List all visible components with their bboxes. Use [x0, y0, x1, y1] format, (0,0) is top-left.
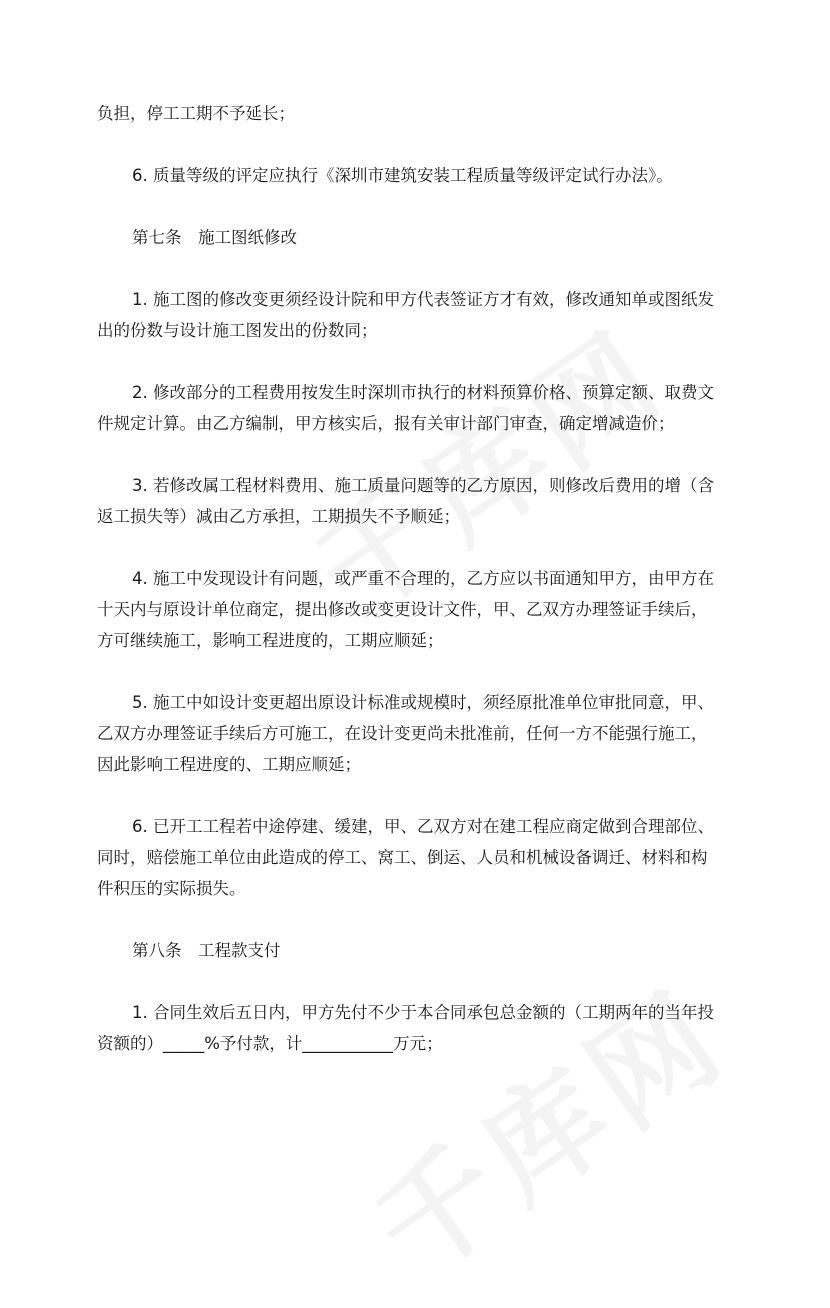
paragraph-line: 资额的）_____%予付款，计___________万元； — [97, 1034, 443, 1053]
paragraph — [97, 470, 737, 532]
paragraph-line: 同时，赔偿施工单位由此造成的停工、窝工、倒运、人员和机械设备调迁、材料和构 — [97, 848, 708, 867]
paragraph — [97, 563, 737, 656]
paragraph-line: 6. 质量等级的评定应执行《深圳市建筑安装工程质量等级评定试行办法》。 — [132, 166, 673, 185]
document-body — [97, 98, 737, 1090]
paragraph-line: 4. 施工中发现设计有问题，或严重不合理的，乙方应以书面通知甲方，由甲方在 — [132, 569, 714, 588]
paragraph — [97, 377, 737, 439]
article-heading — [97, 935, 737, 966]
paragraph — [97, 997, 737, 1059]
paragraph-line: 乙双方办理签证手续后方可施工，在设计变更尚未批准前，任何一方不能强行施工， — [97, 724, 708, 743]
paragraph — [97, 98, 737, 129]
paragraph-line: 十天内与原设计单位商定，提出修改或变更设计文件，甲、乙双方办理签证手续后， — [97, 600, 708, 619]
paragraph-line: 6. 已开工工程若中途停建、缓建，甲、乙双方对在建工程应商定做到合理部位、 — [132, 817, 714, 836]
paragraph-line: 因此影响工程进度的、工期应顺延； — [97, 755, 361, 774]
paragraph-line: 件规定计算。由乙方编制，甲方核实后，报有关审计部门审查，确定增减造价； — [97, 414, 675, 433]
paragraph-line: 5. 施工中如设计变更超出原设计标准或规模时，须经原批准单位审批同意，甲、 — [132, 693, 714, 712]
paragraph-line: 1. 施工图的修改变更须经设计院和甲方代表签证方才有效，修改通知单或图纸发 — [132, 290, 714, 309]
paragraph-line: 返工损失等）减由乙方承担，工期损失不予顺延； — [97, 507, 460, 526]
paragraph — [97, 284, 737, 346]
paragraph-line: 2. 修改部分的工程费用按发生时深圳市执行的材料预算价格、预算定额、取费文 — [132, 383, 714, 402]
article-title: 第八条 工程款支付 — [132, 941, 281, 960]
paragraph-line: 1. 合同生效后五日内，甲方先付不少于本合同承包总金额的（工期两年的当年投 — [132, 1003, 714, 1022]
article-title: 第七条 施工图纸修改 — [132, 228, 297, 247]
paragraph-line: 方可继续施工，影响工程进度的，工期应顺延； — [97, 631, 444, 650]
article-heading — [97, 222, 737, 253]
paragraph — [97, 811, 737, 904]
paragraph — [97, 687, 737, 780]
paragraph-line: 件积压的实际损失。 — [97, 879, 246, 898]
paragraph-line: 出的份数与设计施工图发出的份数同； — [97, 321, 378, 340]
paragraph — [97, 160, 737, 191]
paragraph-line: 负担，停工工期不予延长； — [97, 104, 295, 123]
paragraph-line: 3. 若修改属工程材料费用、施工质量问题等的乙方原因，则修改后费用的增（含 — [132, 476, 714, 495]
